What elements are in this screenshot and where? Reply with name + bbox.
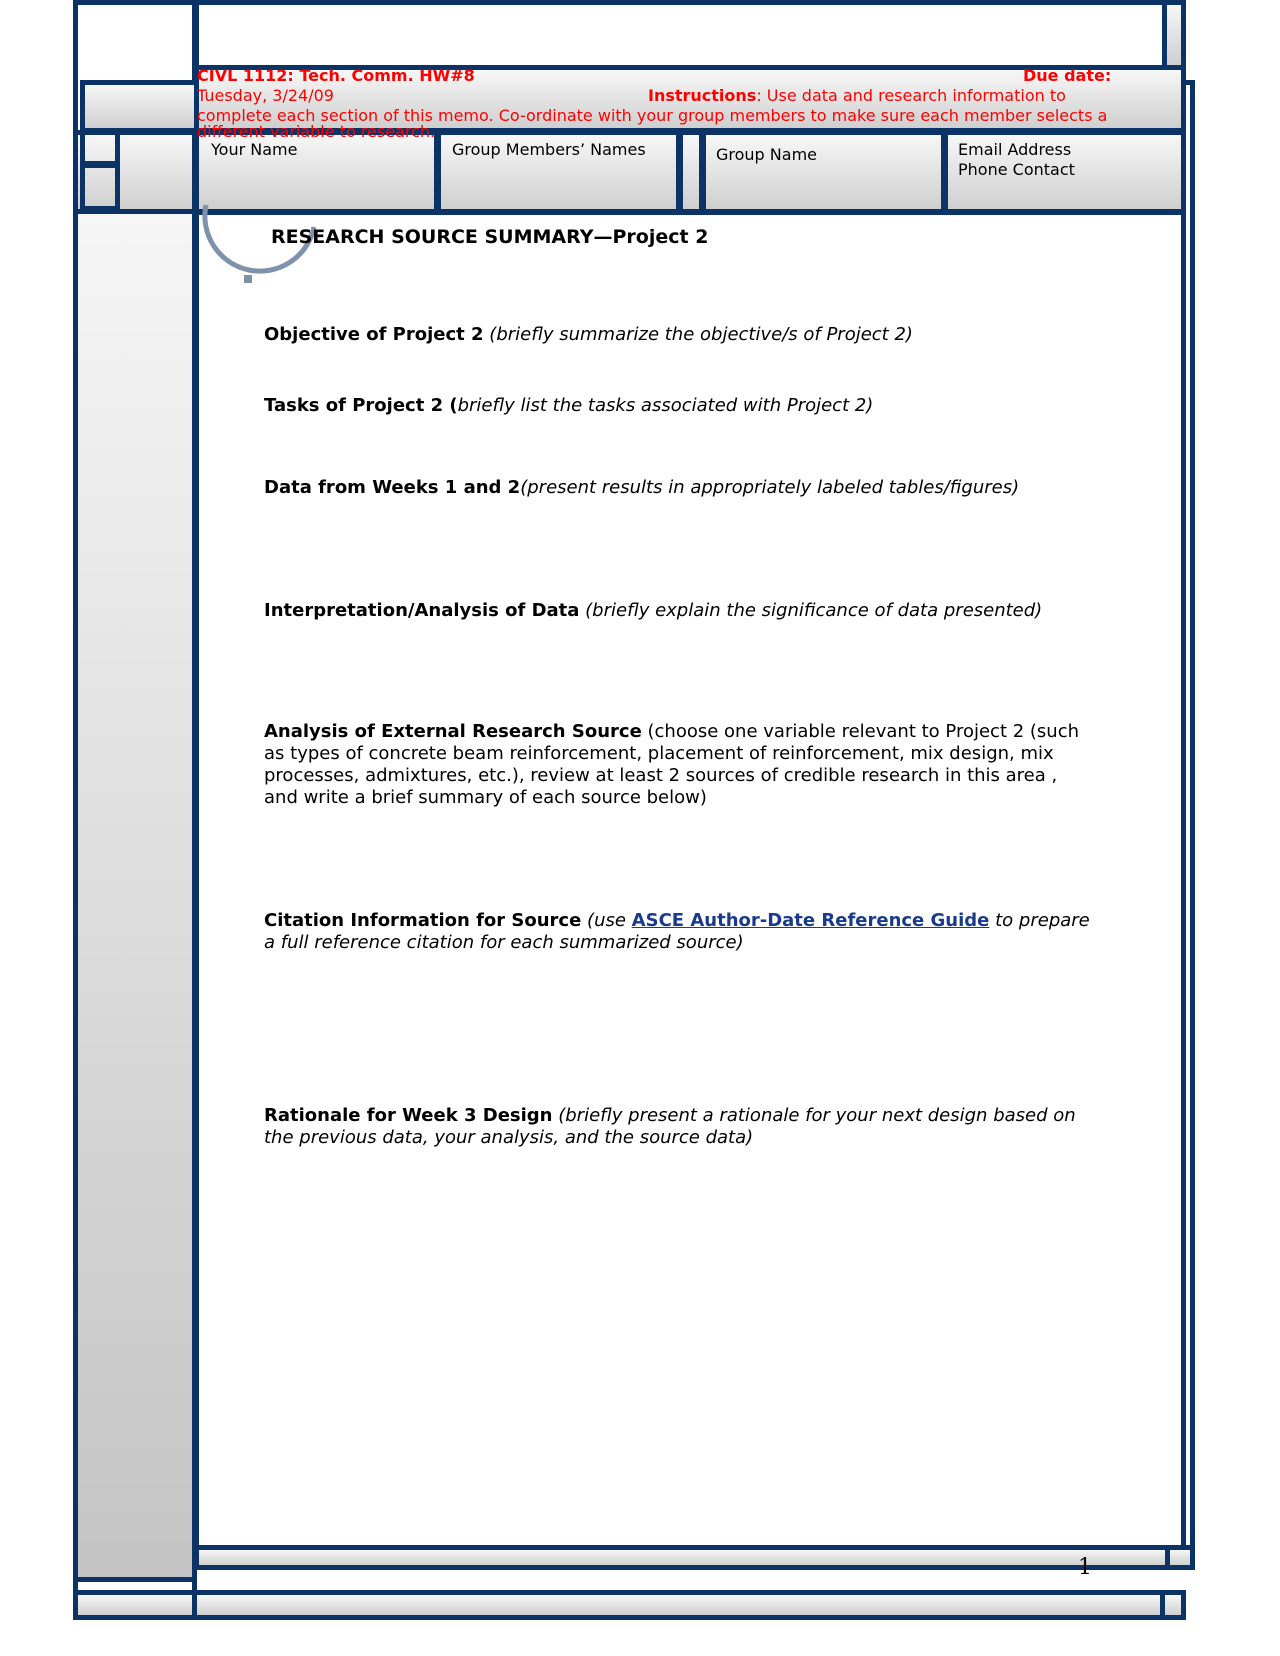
footer-left-box (73, 1590, 197, 1620)
section-objective (264, 324, 1094, 346)
section-citation (264, 910, 1094, 954)
data-note: (present results in appropriately labeled tables/figures) (520, 477, 1020, 498)
course-title: CIVL 1112: Tech. Comm. HW#8 (197, 66, 475, 85)
asce-reference-guide-link[interactable]: ASCE Author-Date Reference Guide (631, 910, 990, 931)
top-right-bar (1162, 0, 1186, 70)
group-name-label: Group Name (716, 145, 817, 164)
field-row-left-sub2 (80, 163, 120, 211)
objective-heading: Objective of Project 2 (264, 324, 484, 345)
due-date-value: Tuesday, 3/24/09 (197, 86, 334, 105)
section-external-research (264, 721, 1094, 809)
instructions-label: Instructions (648, 86, 757, 105)
tasks-heading: Tasks of Project 2 ( (264, 395, 458, 416)
section-tasks (264, 395, 1094, 417)
citation-note-pre: (use (587, 910, 626, 931)
rationale-heading: Rationale for Week 3 Design (264, 1105, 553, 1126)
section-rationale (264, 1105, 1094, 1149)
outer-frame-left (73, 0, 197, 1618)
top-frame (194, 0, 1186, 70)
footer-band-1 (194, 1545, 1195, 1570)
section-data (264, 477, 1094, 499)
instructions-continued: complete each section of this memo. Co-ordinate with your group members to make sure each member selects a (197, 106, 1108, 125)
field-cell-3 (701, 130, 946, 214)
contact-label (958, 140, 1075, 180)
right-border (1181, 80, 1195, 1570)
due-date-label: Due date: (1023, 66, 1112, 85)
footer-small-box (1165, 1545, 1195, 1570)
group-members-label: Group Members’ Names (452, 140, 646, 159)
interpretation-note: (briefly explain the significance of data presented) (585, 600, 1043, 621)
citation-note-post: to prepare a full reference citation for each summarized source) (264, 910, 1090, 953)
page-number: 1 (1078, 1555, 1092, 1580)
instructions-cutoff (197, 122, 1177, 128)
external-text: (choose one variable relevant to Project 2 (such as types of concrete beam reinforcement, placement of reinforcement, mix design, mix processes, admixtures, etc.), review at least 2 sources of credible research in this area , and write a brief summary of each source below) (264, 721, 1080, 808)
external-heading: Analysis of External Research Source (264, 721, 642, 742)
objective-note: (briefly summarize the objective/s of Project 2) (489, 324, 913, 345)
your-name-label: Your Name (211, 140, 298, 159)
interpretation-heading: Interpretation/Analysis of Data (264, 600, 580, 621)
page-title: RESEARCH SOURCE SUMMARY—Project 2 (271, 226, 709, 248)
instructions (648, 86, 1066, 105)
header-left-block (80, 80, 199, 133)
footer-band-2 (73, 1590, 1186, 1620)
section-interpretation (264, 600, 1094, 622)
email-label: Email Address (958, 140, 1072, 159)
tasks-note: briefly list the tasks associated with Project 2) (457, 395, 874, 416)
data-heading: Data from Weeks 1 and 2 (264, 477, 521, 498)
instructions-text: : Use data and research information to (756, 86, 1066, 105)
field-row-left-sub1 (80, 130, 120, 166)
citation-heading: Citation Information for Source (264, 910, 582, 931)
footer-right-box (1160, 1590, 1186, 1620)
rationale-note: (briefly present a rationale for your next design based on the previous data, your analysis, and the source data) (264, 1105, 1076, 1148)
phone-label: Phone Contact (958, 160, 1075, 179)
